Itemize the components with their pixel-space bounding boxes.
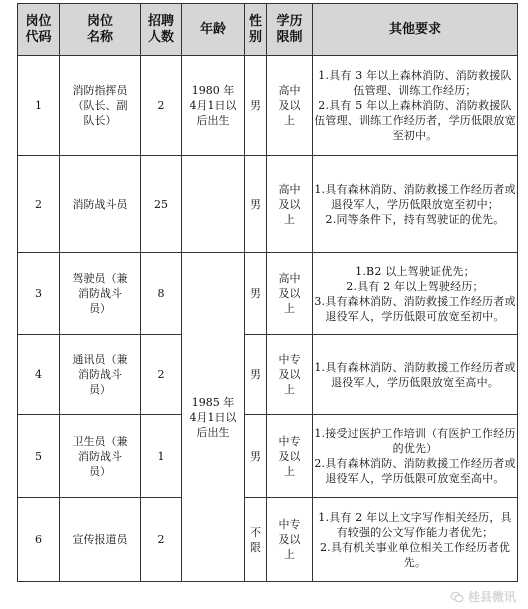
cell-count: 25 [141,156,182,253]
cell-name: 宣传报道员 [60,498,141,582]
header-code: 岗位代码 [18,4,60,56]
header-req: 其他要求 [313,4,518,56]
header-edu: 学历限制 [267,4,313,56]
table-row [18,415,518,498]
cell-count: 2 [141,498,182,582]
cell-name: 消防指挥员（队长、副队长） [60,56,141,156]
cell-age: 1980 年 4月1日以后出生 [182,56,245,156]
header-name: 岗位名称 [60,4,141,56]
cell-req: 1.具有 3 年以上森林消防、消防救援队伍管理、训练工作经历； 2.具有 5 年以上森林消防、消防救援队伍管理、训练工作经历者，学历低限放宽至初中。 [313,56,518,156]
cell-sex: 男 [245,335,267,415]
header-sex: 性别 [245,4,267,56]
cell-name: 消防战斗员 [60,156,141,253]
recruitment-table [17,3,518,582]
cell-edu: 高中及以上 [267,156,313,253]
cell-count: 8 [141,253,182,335]
table-row [18,156,518,253]
cell-code: 6 [18,498,60,582]
cell-age-empty [182,156,245,253]
cell-edu: 中专及以上 [267,498,313,582]
cell-sex: 男 [245,56,267,156]
header-age: 年龄 [182,4,245,56]
cell-code: 3 [18,253,60,335]
cell-req: 1.具有森林消防、消防救援工作经历者或退役军人，学历低限放宽至初中； 2.同等条件下，持有驾驶证的优先。 [313,156,518,253]
watermark-text: 桂县微讯 [467,590,516,604]
cell-sex: 男 [245,253,267,335]
watermark [450,588,516,605]
cell-req: 1.具有森林消防、消防救援工作经历者或退役军人，学历低限放宽至高中。 [313,335,518,415]
cell-age: 1985 年 4月1日以后出生 [182,253,245,582]
table-row [18,335,518,415]
cell-code: 2 [18,156,60,253]
cell-edu: 中专及以上 [267,335,313,415]
table-row [18,56,518,156]
cell-count: 2 [141,56,182,156]
cell-name: 卫生员（兼消防战斗员） [60,415,141,498]
cell-code: 1 [18,56,60,156]
cell-count: 2 [141,335,182,415]
cell-req: 1.具有 2 年以上文字写作相关经历，具有较强的公文写作能力者优先； 2.具有机关事业单位相关工作经历者优先。 [313,498,518,582]
cell-sex: 男 [245,156,267,253]
table-row [18,498,518,582]
cell-name: 驾驶员（兼消防战斗员） [60,253,141,335]
cell-req: 1.接受过医护工作培训（有医护工作经历的优先） 2.具有森林消防、消防救援工作经历者或退役军人，学历低限可放宽至高中。 [313,415,518,498]
cell-name: 通讯员（兼消防战斗员） [60,335,141,415]
cell-sex: 男 [245,415,267,498]
cell-edu: 高中及以上 [267,253,313,335]
cell-count: 1 [141,415,182,498]
cell-sex: 不限 [245,498,267,582]
header-row [18,4,518,56]
header-count: 招聘人数 [141,4,182,56]
cell-code: 4 [18,335,60,415]
cell-edu: 高中及以上 [267,56,313,156]
wechat-icon [450,590,464,604]
cell-edu: 中专及以上 [267,415,313,498]
cell-code: 5 [18,415,60,498]
cell-req: 1.B2 以上驾驶证优先； 2.具有 2 年以上驾驶经历； 3.具有森林消防、消防救援工作经历者或退役军人，学历低限可放宽至初中。 [313,253,518,335]
table-row [18,253,518,335]
